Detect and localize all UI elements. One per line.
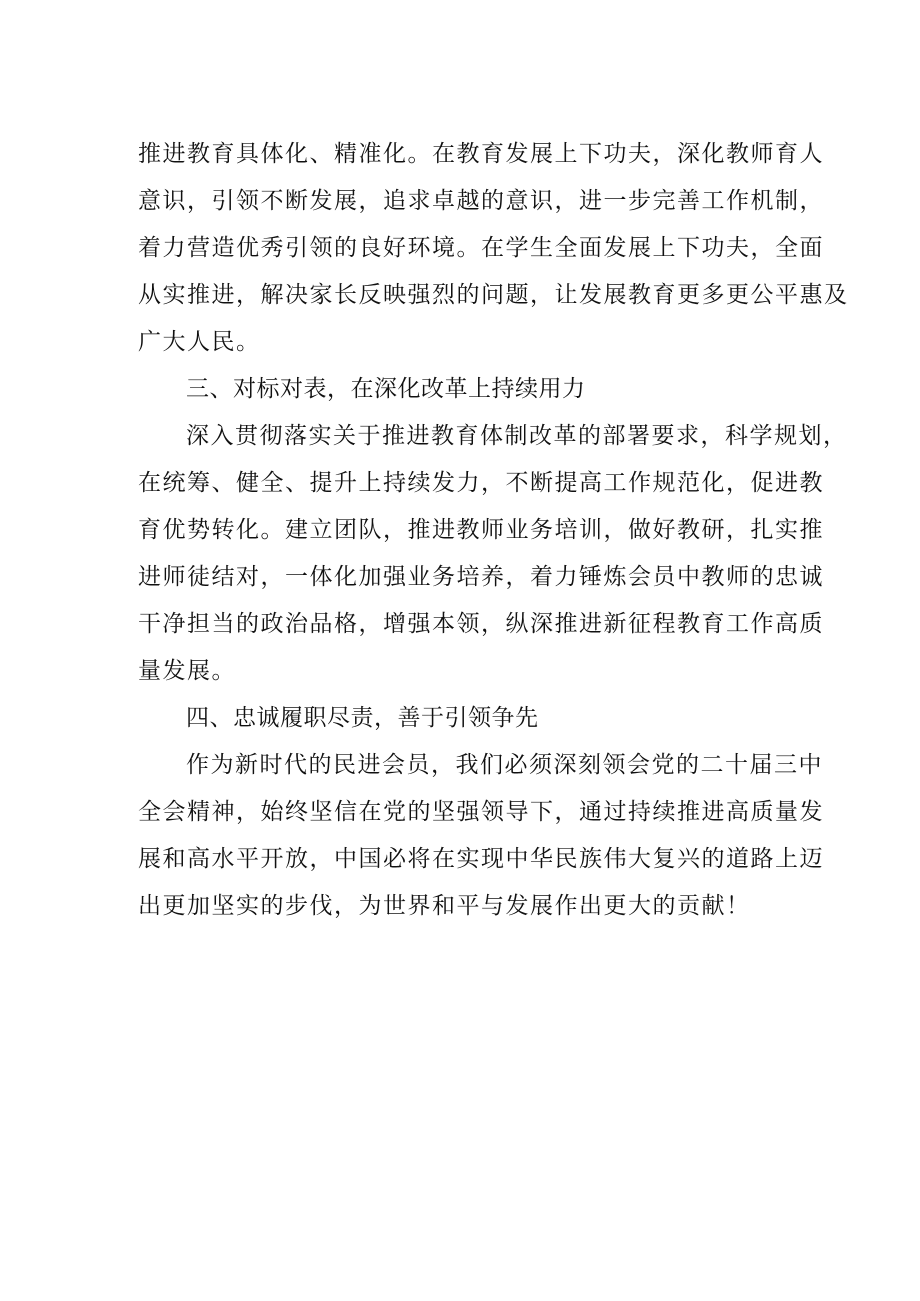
body-text-line: 展和高水平开放，中国必将在实现中华民族伟大复兴的道路上迈 [138, 846, 824, 872]
body-text-line: 深入贯彻落实关于推进教育体制改革的部署要求，科学规划， [186, 423, 848, 449]
body-text-line: 意识，引领不断发展，追求卓越的意识，进一步完善工作机制， [138, 188, 824, 214]
section-heading-3: 三、对标对表，在深化改革上持续用力 [186, 376, 586, 402]
section-heading-4: 四、忠诚履职尽责，善于引领争先 [186, 705, 539, 731]
body-text-line: 育优势转化。建立团队，推进教师业务培训，做好教研，扎实推 [138, 517, 824, 543]
body-text-line: 着力营造优秀引领的良好环境。在学生全面发展上下功夫，全面 [138, 235, 824, 261]
body-text-line: 广大人民。 [138, 329, 261, 355]
body-text-line: 量发展。 [138, 658, 236, 684]
body-text-line: 在统筹、健全、提升上持续发力，不断提高工作规范化，促进教 [138, 470, 824, 496]
body-text-line: 全会精神，始终坚信在党的坚强领导下，通过持续推进高质量发 [138, 799, 824, 825]
body-text-line: 从实推进，解决家长反映强烈的问题，让发展教育更多更公平惠及 [138, 282, 849, 308]
body-text-line: 干净担当的政治品格，增强本领，纵深推进新征程教育工作高质 [138, 611, 824, 637]
body-text-line: 进师徒结对，一体化加强业务培养，着力锤炼会员中教师的忠诚 [138, 564, 824, 590]
body-text-line: 出更加坚实的步伐，为世界和平与发展作出更大的贡献！ [138, 893, 751, 919]
body-text-line: 推进教育具体化、精准化。在教育发展上下功夫，深化教师育人 [138, 141, 824, 167]
body-text-line: 作为新时代的民进会员，我们必须深刻领会党的二十届三中 [186, 752, 823, 778]
